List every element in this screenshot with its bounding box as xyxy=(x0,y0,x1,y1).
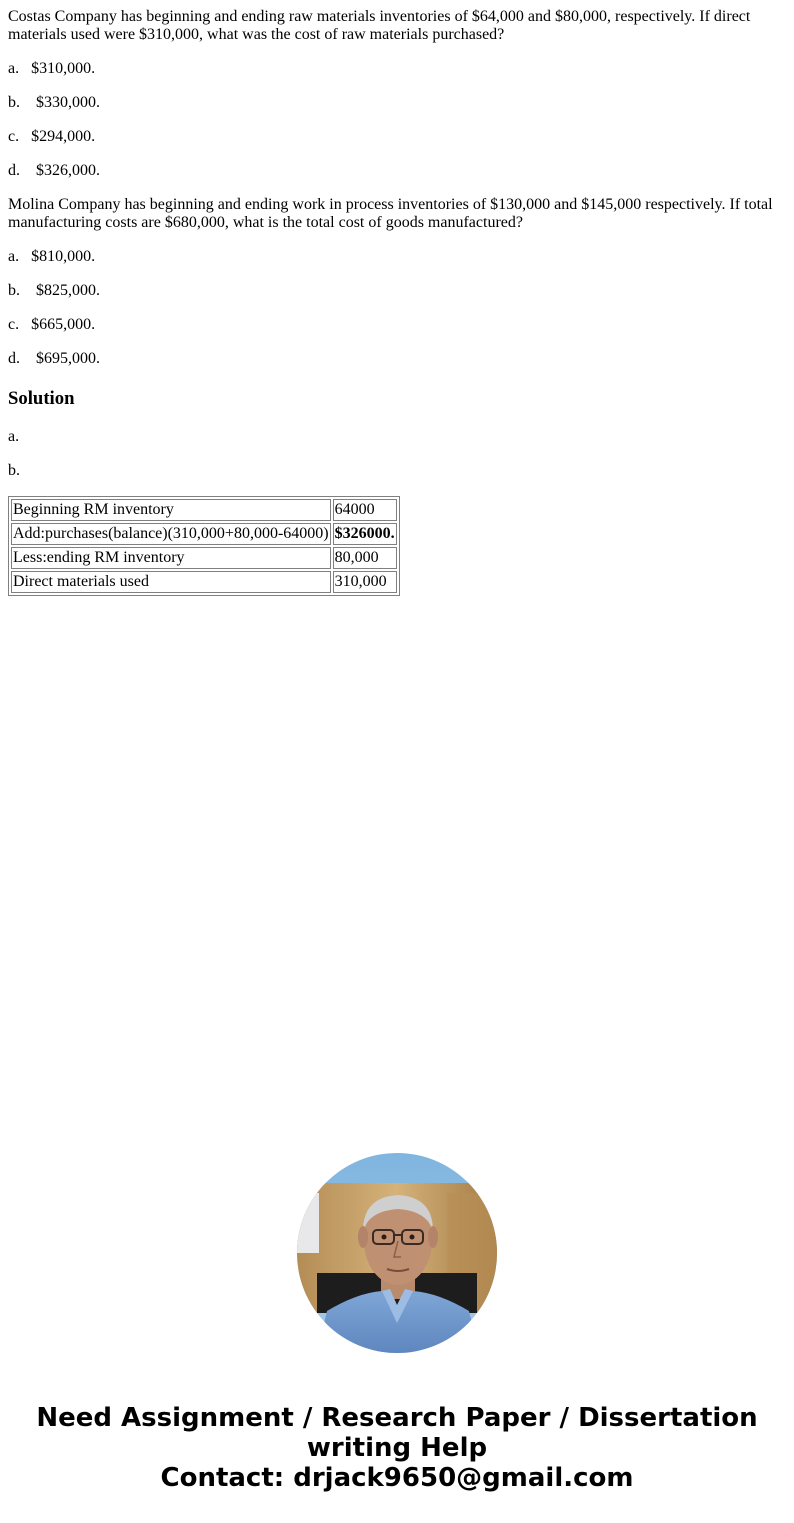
option-letter: d. xyxy=(8,162,20,179)
table-cell-value: 64000 xyxy=(333,499,397,521)
footer-line-3: Contact: drjack9650@gmail.com xyxy=(160,1463,634,1493)
question-1-option-c xyxy=(8,128,786,146)
option-letter: b. xyxy=(8,94,20,111)
footer-line-2: writing Help xyxy=(306,1433,488,1463)
option-value: $825,000. xyxy=(36,282,100,299)
option-value: $330,000. xyxy=(36,94,100,111)
option-value: $695,000. xyxy=(36,350,100,367)
option-value: $294,000. xyxy=(31,128,96,145)
option-letter: c. xyxy=(8,316,20,333)
table-cell-label: Less:ending RM inventory xyxy=(11,547,331,569)
table-cell-value: 310,000 xyxy=(333,571,397,593)
table-cell-label: Beginning RM inventory xyxy=(11,499,331,521)
option-letter: a. xyxy=(8,60,20,77)
question-2-option-c xyxy=(8,316,786,334)
solution-label-a: a. xyxy=(8,428,20,445)
question-1-option-d xyxy=(8,162,786,180)
table-row xyxy=(11,523,397,545)
option-letter: d. xyxy=(8,350,20,367)
table-row xyxy=(11,571,397,593)
question-2-option-b xyxy=(8,282,786,300)
table-cell-value: $326000. xyxy=(333,523,397,545)
document-body xyxy=(8,8,786,596)
solution-table xyxy=(8,496,400,596)
option-value: $310,000. xyxy=(31,60,96,77)
question-2-option-d xyxy=(8,350,786,368)
option-letter: a. xyxy=(8,248,20,265)
question-2-text: Molina Company has beginning and ending work in process inventories of $130,000 and $145,000 respectively. If total manufacturing costs are $680,000, what is the total cost of goods manufactured? xyxy=(8,196,773,231)
option-value: $665,000. xyxy=(31,316,96,333)
table-row xyxy=(11,547,397,569)
avatar-portrait xyxy=(297,1153,497,1353)
question-1-option-b xyxy=(8,94,786,112)
option-value: $810,000. xyxy=(31,248,96,265)
solution-label-b: b. xyxy=(8,462,20,479)
solution-heading: Solution xyxy=(8,388,75,409)
avatar xyxy=(297,1153,497,1353)
question-2-option-a xyxy=(8,248,786,266)
question-1-option-a xyxy=(8,60,786,78)
table-cell-label: Direct materials used xyxy=(11,571,331,593)
option-value: $326,000. xyxy=(36,162,100,179)
option-letter: b. xyxy=(8,282,20,299)
table-cell-value: 80,000 xyxy=(333,547,397,569)
question-1-text: Costas Company has beginning and ending raw materials inventories of $64,000 and $80,000, respectively. If direct materials used were $310,000, what was the cost of raw materials purchased? xyxy=(8,8,751,43)
table-cell-label: Add:purchases(balance)(310,000+80,000-64000) xyxy=(11,523,331,545)
footer-line-1: Need Assignment / Research Paper / Dissertation xyxy=(36,1403,758,1433)
table-row xyxy=(11,499,397,521)
option-letter: c. xyxy=(8,128,20,145)
footer-contact xyxy=(0,1403,794,1493)
